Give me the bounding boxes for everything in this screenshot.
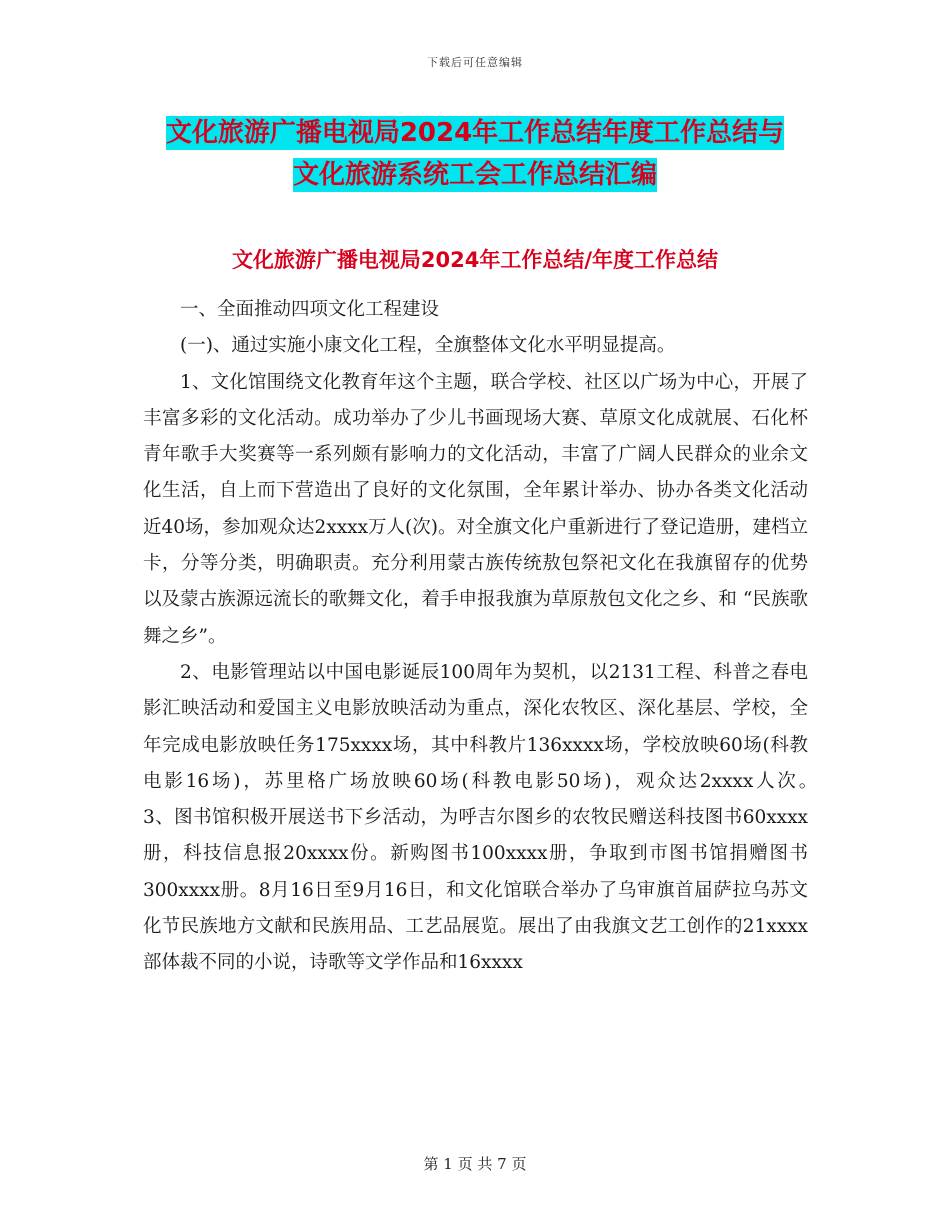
main-title-line2: 文化旅游系统工会工作总结汇编 — [292, 160, 657, 190]
paragraph: (一)、通过实施小康文化工程，全旗整体文化水平明显提高。 — [180, 335, 676, 357]
paragraph: 一、全面推动四项文化工程建设 — [180, 299, 440, 320]
paragraph: 2、电影管理站以中国电影诞辰100周年为契机，以2131工程、科普之春电影汇映活动和爱国主义电影放映活动为重点，深化农牧区、深化基层、学校，全年完成电影放映任务175xxxx场，其中科教片136xxxx场，学校放映60场(科教电影16场)，苏里格广场放映60场(科教电影50场)，观众达2xxxx人次。 3、图书馆积极开展送书下乡活动，为呼吉尔图乡的农牧民赠送科技图书60xxxx册，科技信息报20xxxx份。新购图书100xxxx册，争取到市图书馆捐赠图书300xxxx册。8月16日至9月16日，和文化馆联合举办了乌审旗首届萨拉乌苏文化节民族地方文献和民族用品、工艺品展览。展出了由我旗文艺工创作的21xxxx部体裁不同的小说，诗歌等文学作品和16xxxx — [143, 661, 883, 974]
page-footer: 第 1 页 共 7 页 — [423, 1155, 527, 1173]
body-text — [143, 292, 883, 982]
main-title-line1: 文化旅游广播电视局2024年工作总结年度工作总结与 — [165, 118, 785, 148]
header-note: 下载后可任意编辑 — [427, 56, 523, 69]
main-title — [0, 112, 950, 196]
paragraph: 1、文化馆围绕文化教育年这个主题，联合学校、社区以广场为中心，开展了丰富多彩的文化活动。成功举办了少儿书画现场大赛、草原文化成就展、石化杯青年歌手大奖赛等一系列颇有影响力的文化活动，丰富了广阔人民群众的业余文化生活，自上而下营造出了良好的文化氛围，全年累计举办、协办各类文化活动近40场，参加观众达2xxxx万人(次)。对全旗文化户重新进行了登记造册，建档立卡，分等分类，明确职责。充分利用蒙古族传统敖包祭祀文化在我旗留存的优势以及蒙古族源远流长的歌舞文化，着手申报我旗为草原敖包文化之乡、和 “民族歌舞之乡”。 — [143, 371, 808, 647]
section-title: 文化旅游广播电视局2024年工作总结/年度工作总结 — [231, 248, 719, 272]
